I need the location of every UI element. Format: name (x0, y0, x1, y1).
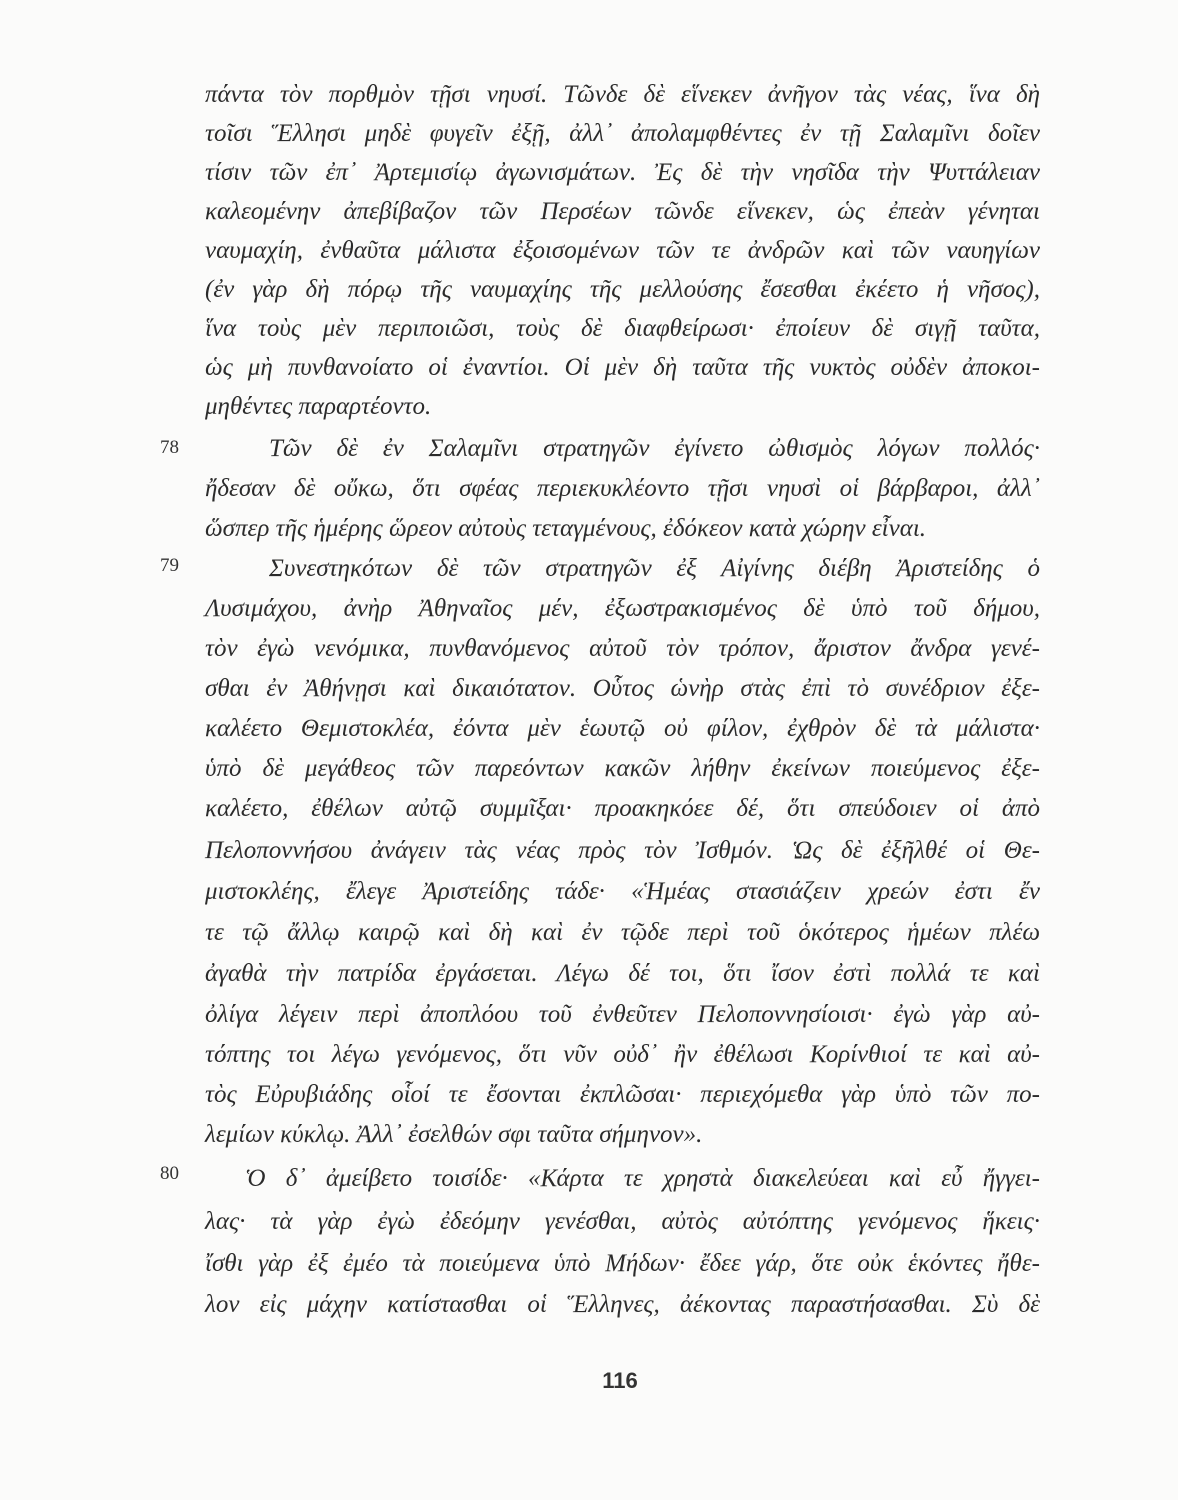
text-line: Ὁ δ᾽ ἀμείβετο τοισίδε· «Κάρτα τε χρηστὰ διακελεύεαι καὶ εὖ ἤγγει- (245, 1165, 1040, 1192)
text-line: (ἐν γὰρ δὴ πόρῳ τῆς ναυμαχίης τῆς μελλούσης ἔσεσθαι ἐκέετο ἡ νῆσος), (205, 276, 1040, 303)
text-line: ὑπὸ δὲ μεγάθεος τῶν παρεόντων κακῶν λήθην ἐκείνων ποιεύμενος ἐξε- (205, 755, 1040, 782)
text-line: τε τῷ ἄλλῳ καιρῷ καὶ δὴ καὶ ἐν τῷδε περὶ τοῦ ὁκότερος ἡμέων πλέω (205, 919, 1040, 946)
text-line: ἤδεσαν δὲ οὔκω, ὅτι σφέας περιεκυκλέοντο τῇσι νηυσὶ οἱ βάρβαροι, ἀλλ᾽ (205, 475, 1040, 502)
text-line: τόπτης τοι λέγω γενόμενος, ὅτι νῦν οὐδ᾽ ἢν ἐθέλωσι Κορίνθιοί τε καὶ αὐ- (205, 1041, 1040, 1068)
text-line: καλέετο Θεμιστοκλέα, ἐόντα μὲν ἑωυτῷ οὐ φίλον, ἐχθρὸν δὲ τὰ μάλιστα· (205, 715, 1040, 742)
text-line: τίσιν τῶν ἐπ᾽ Ἀρτεμισίῳ ἀγωνισμάτων. Ἐς δὲ τὴν νησῖδα τὴν Ψυττάλειαν (205, 159, 1040, 186)
text-line: ἀγαθὰ τὴν πατρίδα ἐργάσεται. Λέγω δέ τοι, ὅτι ἴσον ἐστὶ πολλά τε καὶ (205, 960, 1040, 987)
text-line: λεμίων κύκλῳ. Ἀλλ᾽ ἐσελθών σφι ταῦτα σήμηνον». (205, 1121, 703, 1148)
text-line: λον εἰς μάχην κατίστασθαι οἱ Ἕλληνες, ἀέκοντας παραστήσασθαι. Σὺ δὲ (205, 1291, 1040, 1318)
text-line: Πελοποννήσου ἀνάγειν τὰς νέας πρὸς τὸν Ἰσθμόν. Ὡς δὲ ἐξῆλθέ οἱ Θε- (205, 837, 1040, 864)
text-line: μηθέντες παραρτέοντο. (205, 393, 432, 420)
text-line: ὡς μὴ πυνθανοίατο οἱ ἐναντίοι. Οἱ μὲν δὴ ταῦτα τῆς νυκτὸς οὐδὲν ἀποκοι- (205, 354, 1040, 381)
text-line: ἴσθι γὰρ ἐξ ἐμέο τὰ ποιεύμενα ὑπὸ Μήδων· ἔδεε γάρ, ὅτε οὐκ ἑκόντες ἤθε- (205, 1250, 1040, 1277)
section-number-79: 79 (160, 555, 179, 576)
text-line: τὸς Εὐρυβιάδης οἷοί τε ἔσονται ἐκπλῶσαι· περιεχόμεθα γὰρ ὑπὸ τῶν πο- (205, 1081, 1040, 1108)
text-line: μιστοκλέης, ἔλεγε Ἀριστείδης τάδε· «Ἡμέας στασιάζειν χρεών ἐστι ἔν (205, 878, 1040, 905)
text-line: ἵνα τοὺς μὲν περιποιῶσι, τοὺς δὲ διαφθείρωσι· ἐποίευν δὲ σιγῇ ταῦτα, (205, 315, 1040, 342)
text-line: καλέετο, ἐθέλων αὐτῷ συμμῖξαι· προακηκόεε δέ, ὅτι σπεύδοιεν οἱ ἀπὸ (205, 795, 1040, 822)
section-number-78: 78 (160, 437, 179, 458)
text-line: ὀλίγα λέγειν περὶ ἀποπλόου τοῦ ἐνθεῦτεν Πελοποννησίοισι· ἐγὼ γὰρ αὐ- (205, 1001, 1040, 1028)
text-line: ναυμαχίη, ἐνθαῦτα μάλιστα ἐξοισομένων τῶν τε ἀνδρῶν καὶ τῶν ναυηγίων (205, 237, 1040, 264)
text-line: Συνεστηκότων δὲ τῶν στρατηγῶν ἐξ Αἰγίνης διέβη Ἀριστείδης ὁ (269, 555, 1040, 582)
page-number: 116 (602, 1368, 638, 1393)
text-line: Τῶν δὲ ἐν Σαλαμῖνι στρατηγῶν ἐγίνετο ὠθισμὸς λόγων πολλός· (269, 435, 1040, 462)
text-line: λας· τὰ γὰρ ἐγὼ ἐδεόμην γενέσθαι, αὐτὸς αὐτόπτης γενόμενος ἥκεις· (205, 1208, 1040, 1235)
text-line: τὸν ἐγὼ νενόμικα, πυνθανόμενος αὐτοῦ τὸν τρόπον, ἄριστον ἄνδρα γενέ- (205, 635, 1040, 662)
text-line: ὥσπερ τῆς ἡμέρης ὥρεον αὐτοὺς τεταγμένους, ἐδόκεον κατὰ χώρην εἶναι. (205, 515, 927, 542)
section-number-80: 80 (160, 1163, 179, 1184)
text-line: πάντα τὸν πορθμὸν τῇσι νηυσί. Τῶνδε δὲ εἵνεκεν ἀνῆγον τὰς νέας, ἵνα δὴ (205, 81, 1040, 108)
text-line: σθαι ἐν Ἀθήνῃσι καὶ δικαιότατον. Οὗτος ὡνὴρ στὰς ἐπὶ τὸ συνέδριον ἐξε- (205, 675, 1040, 702)
text-line: τοῖσι Ἕλλησι μηδὲ φυγεῖν ἐξῇ, ἀλλ᾽ ἀπολαμφθέντες ἐν τῇ Σαλαμῖνι δοῖεν (205, 120, 1040, 147)
text-line: καλεομένην ἀπεβίβαζον τῶν Περσέων τῶνδε εἵνεκεν, ὡς ἐπεὰν γένηται (205, 198, 1040, 225)
text-line: Λυσιμάχου, ἀνὴρ Ἀθηναῖος μέν, ἐξωστρακισμένος δὲ ὑπὸ τοῦ δήμου, (205, 595, 1040, 622)
